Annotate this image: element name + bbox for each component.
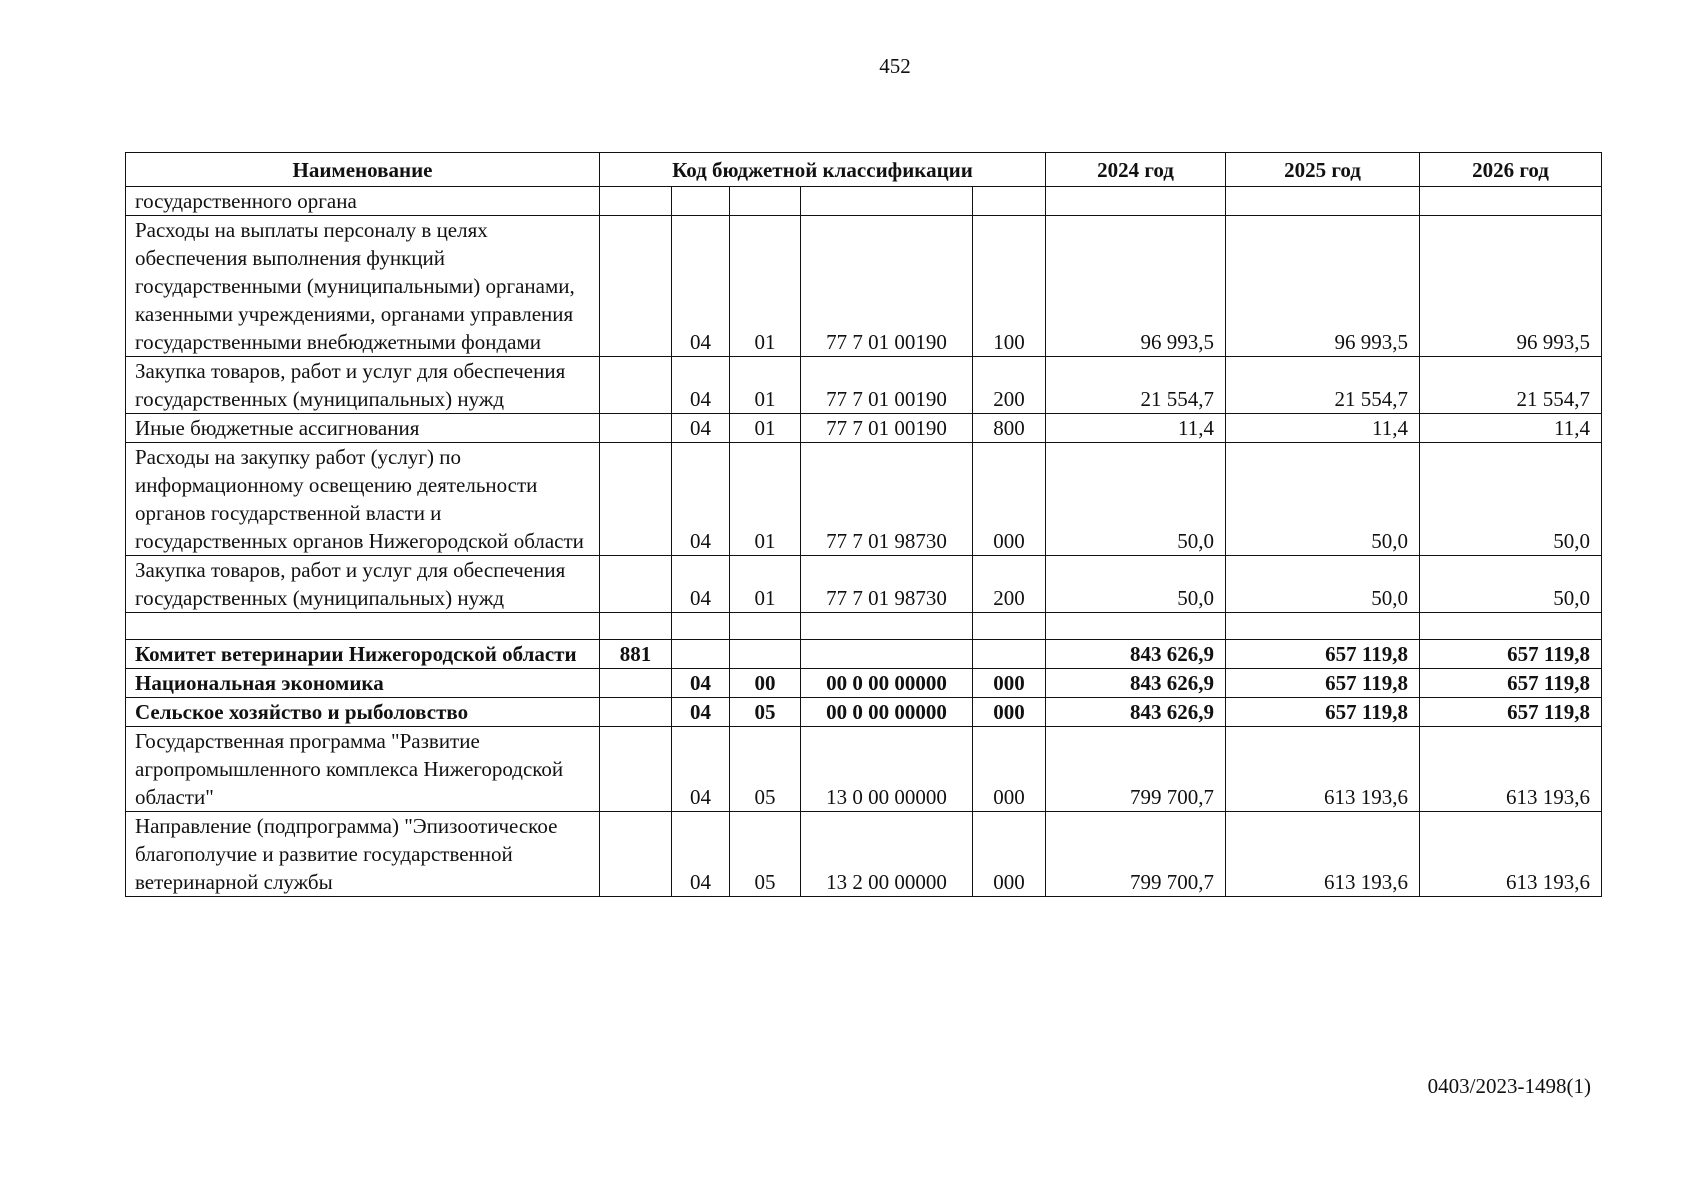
cell-amount-2024: 799 700,7 [1046,727,1226,812]
cell-ved-code [600,556,672,613]
table-body [126,187,1602,897]
cell-subsection-code: 01 [730,414,801,443]
cell-target-code: 77 7 01 98730 [801,556,973,613]
cell-ved-code [600,669,672,698]
cell-subsection-code [730,613,801,640]
table-row [126,727,1602,812]
cell-target-code: 00 0 00 00000 [801,698,973,727]
cell-ved-code: 881 [600,640,672,669]
cell-section-code: 04 [672,727,730,812]
cell-amount-2025: 21 554,7 [1226,357,1420,414]
cell-target-code: 77 7 01 98730 [801,443,973,556]
cell-amount-2024: 843 626,9 [1046,698,1226,727]
cell-section-code: 04 [672,698,730,727]
cell-amount-2025: 657 119,8 [1226,698,1420,727]
cell-amount-2024: 11,4 [1046,414,1226,443]
cell-amount-2026: 613 193,6 [1420,812,1602,897]
cell-amount-2026: 50,0 [1420,556,1602,613]
cell-ved-code [600,613,672,640]
cell-amount-2025: 50,0 [1226,556,1420,613]
cell-name: Закупка товаров, работ и услуг для обеспечения государственных (муниципальных) нужд [126,357,600,414]
cell-name: Расходы на закупку работ (услуг) по информационному освещению деятельности органов государственной власти и государственных органов Нижегородской области [126,443,600,556]
cell-target-code: 13 2 00 00000 [801,812,973,897]
table-row [126,414,1602,443]
cell-amount-2024: 50,0 [1046,556,1226,613]
header-2024: 2024 год [1046,153,1226,187]
cell-amount-2024 [1046,187,1226,216]
cell-section-code [672,187,730,216]
table-row [126,357,1602,414]
cell-amount-2026 [1420,187,1602,216]
cell-section-code: 04 [672,443,730,556]
cell-amount-2026: 613 193,6 [1420,727,1602,812]
table-row [126,216,1602,357]
header-2026: 2026 год [1420,153,1602,187]
cell-subsection-code [730,187,801,216]
cell-name: Национальная экономика [126,669,600,698]
cell-ved-code [600,216,672,357]
cell-expense-type-code: 200 [973,357,1046,414]
cell-amount-2025 [1226,187,1420,216]
cell-section-code: 04 [672,556,730,613]
cell-name: Закупка товаров, работ и услуг для обеспечения государственных (муниципальных) нужд [126,556,600,613]
header-code: Код бюджетной классификации [600,153,1046,187]
table-row [126,187,1602,216]
cell-expense-type-code [973,640,1046,669]
cell-amount-2025: 96 993,5 [1226,216,1420,357]
cell-name: Расходы на выплаты персоналу в целях обеспечения выполнения функций государственными (муниципальными) органами, казенными учреждениями, органами управления государственными внебюджетными фондами [126,216,600,357]
cell-expense-type-code: 800 [973,414,1046,443]
header-row [126,153,1602,187]
cell-expense-type-code: 100 [973,216,1046,357]
cell-amount-2025: 657 119,8 [1226,669,1420,698]
cell-amount-2025: 657 119,8 [1226,640,1420,669]
cell-amount-2026: 21 554,7 [1420,357,1602,414]
cell-amount-2024: 843 626,9 [1046,669,1226,698]
cell-expense-type-code: 000 [973,727,1046,812]
cell-target-code: 77 7 01 00190 [801,357,973,414]
cell-name: Иные бюджетные ассигнования [126,414,600,443]
table-row [126,812,1602,897]
cell-subsection-code: 01 [730,357,801,414]
cell-subsection-code: 01 [730,443,801,556]
cell-amount-2025: 613 193,6 [1226,812,1420,897]
cell-ved-code [600,698,672,727]
table-row [126,698,1602,727]
cell-subsection-code: 00 [730,669,801,698]
page-number: 452 [879,54,911,78]
cell-section-code [672,613,730,640]
cell-ved-code [600,727,672,812]
cell-name: Государственная программа "Развитие агропромышленного комплекса Нижегородской области" [126,727,600,812]
cell-section-code: 04 [672,812,730,897]
cell-section-code: 04 [672,216,730,357]
cell-amount-2026: 657 119,8 [1420,698,1602,727]
cell-ved-code [600,357,672,414]
cell-amount-2026: 657 119,8 [1420,669,1602,698]
cell-section-code: 04 [672,357,730,414]
cell-name: Комитет ветеринарии Нижегородской области [126,640,600,669]
cell-target-code: 77 7 01 00190 [801,414,973,443]
cell-expense-type-code [973,187,1046,216]
cell-subsection-code: 05 [730,812,801,897]
cell-section-code [672,640,730,669]
table-row [126,669,1602,698]
header-2025: 2025 год [1226,153,1420,187]
cell-target-code: 13 0 00 00000 [801,727,973,812]
cell-target-code [801,613,973,640]
cell-target-code [801,187,973,216]
cell-target-code: 00 0 00 00000 [801,669,973,698]
budget-table [125,152,1602,897]
cell-amount-2025: 11,4 [1226,414,1420,443]
cell-subsection-code: 01 [730,556,801,613]
cell-amount-2025: 50,0 [1226,443,1420,556]
table-row [126,443,1602,556]
cell-ved-code [600,187,672,216]
table-row [126,613,1602,640]
cell-amount-2024: 799 700,7 [1046,812,1226,897]
cell-amount-2026: 11,4 [1420,414,1602,443]
header-name: Наименование [126,153,600,187]
cell-name: Сельское хозяйство и рыболовство [126,698,600,727]
cell-name: Направление (подпрограмма) "Эпизоотическое благополучие и развитие государственной ветеринарной службы [126,812,600,897]
cell-amount-2024: 843 626,9 [1046,640,1226,669]
cell-amount-2025 [1226,613,1420,640]
cell-subsection-code: 05 [730,727,801,812]
cell-target-code: 77 7 01 00190 [801,216,973,357]
cell-subsection-code: 01 [730,216,801,357]
cell-expense-type-code: 200 [973,556,1046,613]
cell-name [126,613,600,640]
cell-section-code: 04 [672,414,730,443]
cell-expense-type-code: 000 [973,443,1046,556]
cell-name: государственного органа [126,187,600,216]
document-code: 0403/2023-1498(1) [1427,1074,1591,1098]
cell-amount-2024: 96 993,5 [1046,216,1226,357]
cell-amount-2024: 21 554,7 [1046,357,1226,414]
cell-ved-code [600,812,672,897]
cell-amount-2026: 50,0 [1420,443,1602,556]
cell-section-code: 04 [672,669,730,698]
cell-amount-2024 [1046,613,1226,640]
cell-amount-2025: 613 193,6 [1226,727,1420,812]
cell-expense-type-code: 000 [973,669,1046,698]
cell-amount-2026 [1420,613,1602,640]
cell-amount-2026: 657 119,8 [1420,640,1602,669]
cell-target-code [801,640,973,669]
cell-amount-2024: 50,0 [1046,443,1226,556]
cell-subsection-code: 05 [730,698,801,727]
cell-subsection-code [730,640,801,669]
table-row [126,640,1602,669]
cell-expense-type-code: 000 [973,698,1046,727]
cell-amount-2026: 96 993,5 [1420,216,1602,357]
cell-expense-type-code [973,613,1046,640]
cell-ved-code [600,443,672,556]
table-row [126,556,1602,613]
cell-expense-type-code: 000 [973,812,1046,897]
cell-ved-code [600,414,672,443]
